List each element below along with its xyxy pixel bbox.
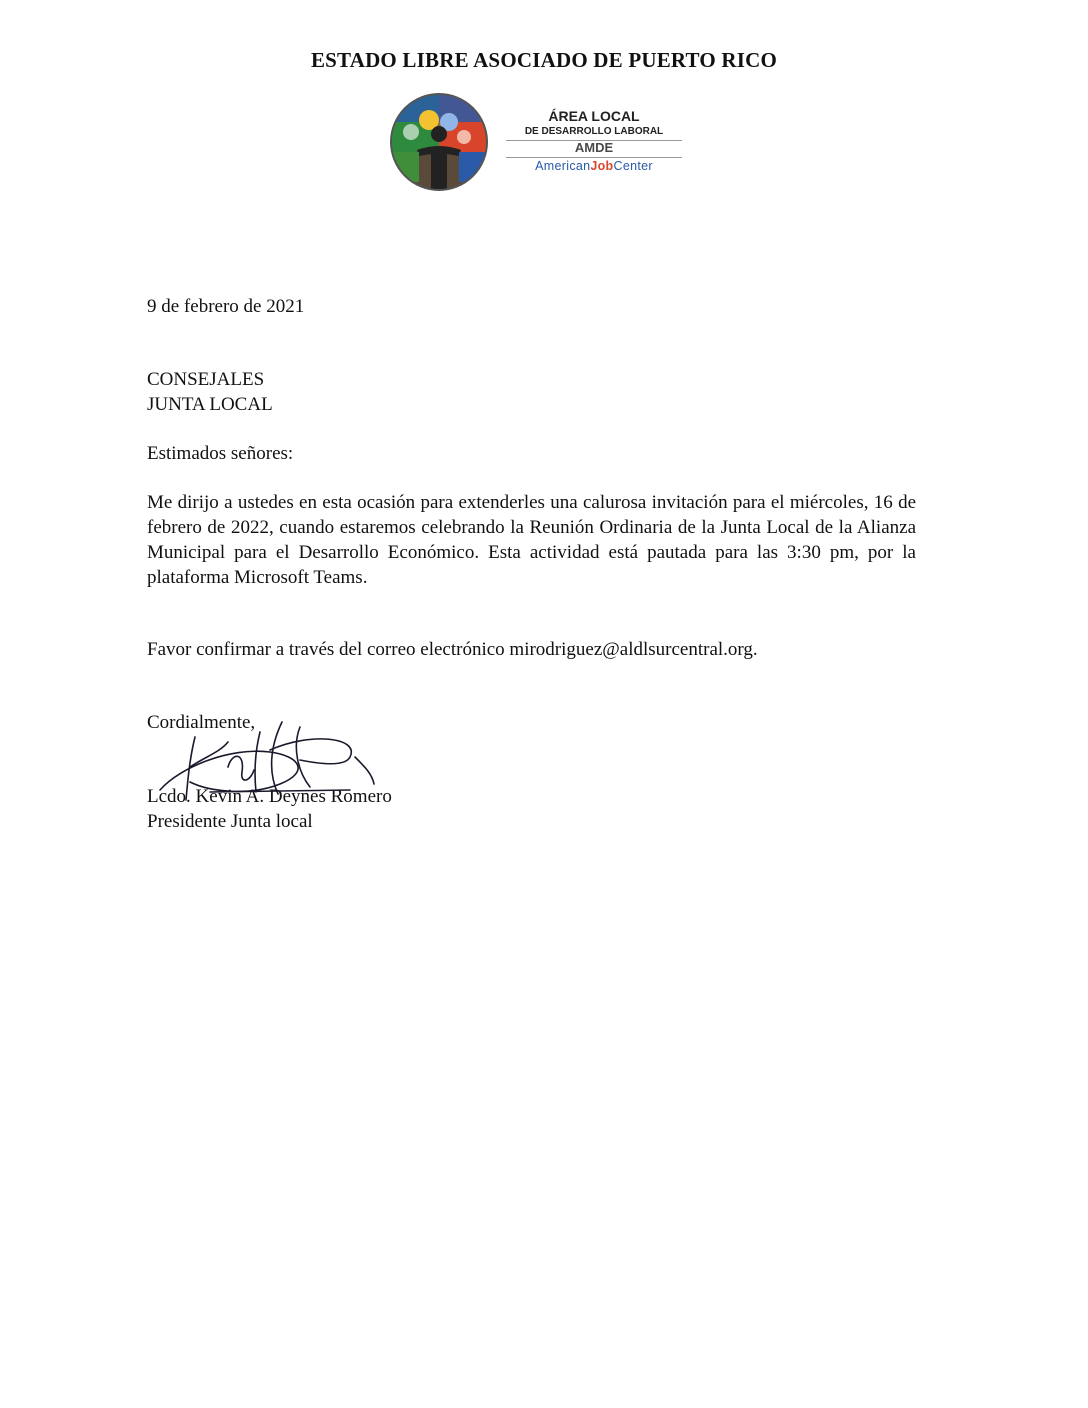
logo-area-local: ÁREA LOCAL xyxy=(548,108,640,124)
letter-date: 9 de febrero de 2021 xyxy=(147,296,305,317)
handwritten-signature xyxy=(150,712,390,812)
recipient-line-2: JUNTA LOCAL xyxy=(147,394,273,415)
logo-brand-job: Job xyxy=(590,159,614,173)
salutation: Estimados señores: xyxy=(147,443,294,464)
header-title: ESTADO LIBRE ASOCIADO DE PUERTO RICO xyxy=(310,48,778,72)
recipient-line-1: CONSEJALES xyxy=(147,369,265,390)
confirmation-paragraph: Favor confirmar a través del correo electrónico mirodriguez@aldlsurcentral.org. xyxy=(147,639,758,660)
letter-body: Me dirijo a ustedes en esta ocasión para extenderles una calurosa invitación para el miércoles, 16 de febrero de 2022, cuando estaremos celebrando la Reunión Ordinaria de la Junta Local de la Alianza Municipal para el Desarrollo Económico. Esta actividad está pautada para las 3:30 pm, por la plataforma Microsoft Teams. xyxy=(147,492,916,588)
logo-amde: AMDE xyxy=(574,140,614,155)
logo-desarrollo-laboral: DE DESARROLLO LABORAL xyxy=(524,126,664,137)
amde-logo-emblem xyxy=(389,92,489,192)
closing: Cordialmente, xyxy=(147,712,256,733)
logo-brand-american: American xyxy=(535,159,591,173)
amde-logo-text xyxy=(506,108,682,174)
logo-brand-center: Center xyxy=(613,159,653,173)
signer-name: Lcdo. Kevin A. Deynes Romero xyxy=(147,786,392,807)
logo-american-job-center xyxy=(506,158,682,174)
signer-title: Presidente Junta local xyxy=(147,811,313,832)
